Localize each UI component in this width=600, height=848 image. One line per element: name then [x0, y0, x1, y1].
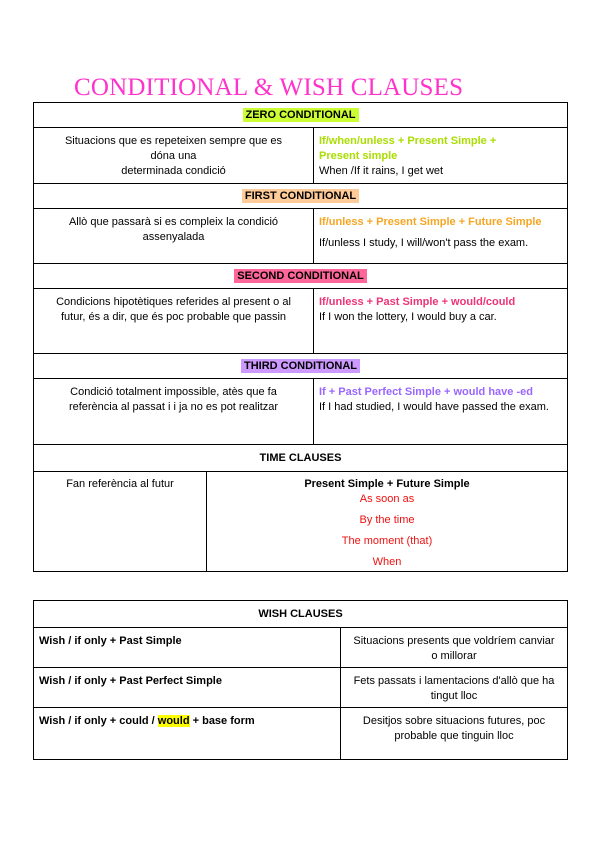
- wish-desc-line: o millorar: [431, 650, 477, 662]
- third-example: If I had studied, I would have passed the exam.: [319, 401, 549, 413]
- time-right: [207, 472, 568, 572]
- first-conditional-header: FIRST CONDITIONAL: [242, 189, 359, 203]
- third-row: [34, 379, 568, 445]
- page-title: CONDITIONAL & WISH CLAUSES: [74, 74, 464, 101]
- wish-clauses-header: WISH CLAUSES: [34, 601, 568, 628]
- wish-form-part: + base form: [189, 715, 255, 727]
- wish-desc-line: tingut lloc: [430, 690, 478, 702]
- first-header-row: [34, 184, 568, 209]
- would-highlight: would: [157, 715, 190, 727]
- zero-description: [34, 128, 314, 184]
- first-form: If/unless + Present Simple + Future Simple: [319, 216, 542, 228]
- wish-form-part: Wish / if only + could /: [39, 715, 158, 727]
- time-row: [34, 472, 568, 572]
- wish-row: [34, 628, 568, 668]
- time-left: Fan referència al futur: [34, 472, 207, 572]
- time-clauses-header: TIME CLAUSES: [34, 445, 568, 472]
- third-form: If + Past Perfect Simple + would have -ed: [319, 386, 533, 398]
- third-form-cell: [314, 379, 568, 445]
- wish-row: [34, 668, 568, 708]
- zero-desc-line: determinada condició: [121, 165, 226, 177]
- first-form-cell: [314, 209, 568, 264]
- time-header-row: [34, 445, 568, 472]
- second-conditional-header: SECOND CONDITIONAL: [234, 269, 367, 283]
- second-form-cell: [314, 289, 568, 354]
- first-desc-line: assenyalada: [142, 231, 205, 243]
- second-row: [34, 289, 568, 354]
- wish-header-row: [34, 601, 568, 628]
- wish-could-would-desc: [341, 708, 568, 760]
- third-desc-line: referència al passat i i ja no es pot realitzar: [68, 401, 279, 413]
- wish-past-simple-desc: [341, 628, 568, 668]
- zero-conditional-header: ZERO CONDITIONAL: [243, 108, 359, 122]
- wish-desc-line: probable que tinguin lloc: [394, 730, 514, 742]
- third-description: [34, 379, 314, 445]
- wish-desc-line: Fets passats i lamentacions d'allò que ha: [353, 675, 555, 687]
- first-desc-line: Allò que passarà si es compleix la condició: [68, 216, 279, 228]
- zero-header-row: [34, 103, 568, 128]
- time-form: Present Simple + Future Simple: [304, 478, 470, 490]
- second-form: If/unless + Past Simple + would/could: [319, 296, 516, 308]
- third-conditional-header: THIRD CONDITIONAL: [241, 359, 360, 373]
- third-header-row: [34, 354, 568, 379]
- zero-desc-line: dóna una: [150, 150, 197, 162]
- second-example: If I won the lottery, I would buy a car.: [319, 311, 497, 323]
- wish-past-perfect-desc: [341, 668, 568, 708]
- wish-past-perfect: Wish / if only + Past Perfect Simple: [34, 668, 341, 708]
- second-desc-line: Condicions hipotètiques referides al present o al: [56, 296, 291, 308]
- wish-desc-line: Situacions presents que voldríem canviar: [353, 635, 555, 647]
- conditionals-table: [33, 102, 568, 572]
- zero-example: When /If it rains, I get wet: [319, 165, 444, 177]
- second-header-row: [34, 264, 568, 289]
- wish-row: [34, 708, 568, 760]
- zero-form: If/when/unless + Present Simple +: [319, 135, 497, 147]
- wish-past-simple: Wish / if only + Past Simple: [34, 628, 341, 668]
- first-description: [34, 209, 314, 264]
- zero-form-cell: [314, 128, 568, 184]
- time-item: By the time: [359, 514, 415, 526]
- second-desc-line: futur, és a dir, que és poc probable que passin: [60, 311, 287, 323]
- zero-row: [34, 128, 568, 184]
- time-item: The moment (that): [341, 535, 433, 547]
- second-description: [34, 289, 314, 354]
- zero-form: Present simple: [319, 150, 398, 162]
- wish-could-would: [34, 708, 341, 760]
- zero-desc-line: Situacions que es repeteixen sempre que es: [64, 135, 283, 147]
- wish-table: [33, 600, 568, 760]
- first-row: [34, 209, 568, 264]
- wish-desc-line: Desitjos sobre situacions futures, poc: [362, 715, 546, 727]
- time-item: As soon as: [359, 493, 415, 505]
- third-desc-line: Condició totalment impossible, atès que fa: [70, 386, 277, 398]
- first-example: If/unless I study, I will/won't pass the exam.: [319, 237, 529, 249]
- time-item: When: [372, 556, 402, 568]
